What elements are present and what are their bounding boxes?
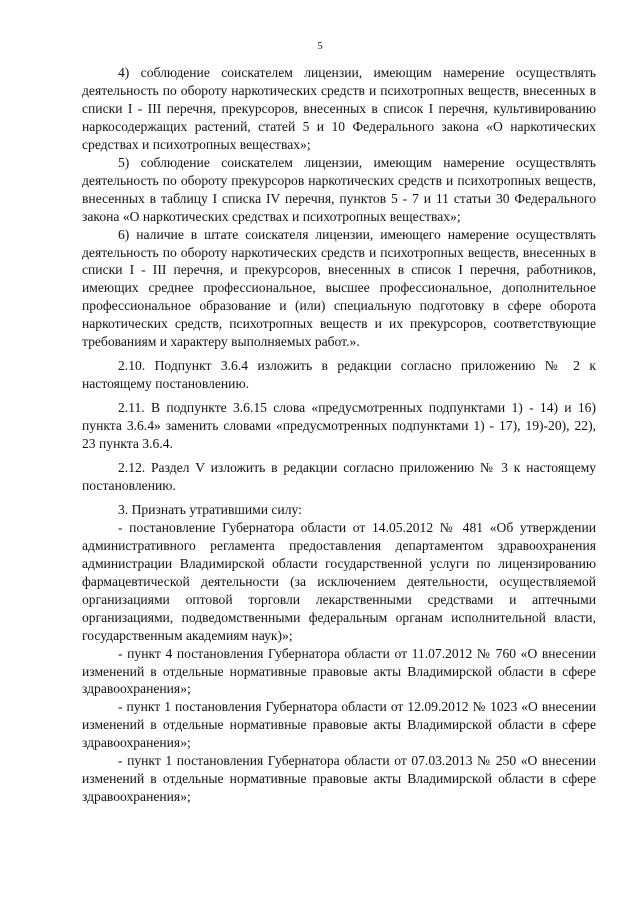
paragraph-2-11: 2.11. В подпункте 3.6.15 слова «предусмотренных подпунктами 1) - 14) и 16) пункта 3.6.4» заменить словами «предусмотренных подпунктами 1) - 17), 19)-20), 22), 23 пункта 3.6.4. [82,400,596,452]
revoked-item-760: - пункт 4 постановления Губернатора области от 11.07.2012 № 760 «О внесении изменений в отдельные нормативные правовые акты Владимирской области в сфере здравоохранения»; [82,645,596,697]
paragraph-item-5: 5) соблюдение соискателем лицензии, имеющим намерение осуществлять деятельность по обороту прекурсоров наркотических средств и психотропных веществ, внесенных в таблицу I списка IV перечня, пунктов 5 - 7 и 11 статьи 30 Федерального закона «О наркотических средствах и психотропных веществах»; [82,154,596,224]
paragraph-2-12: 2.12. Раздел V изложить в редакции согласно приложению № 3 к настоящему постановлению. [82,460,596,493]
paragraph-3-heading: 3. Признать утратившими силу: [118,501,302,517]
paragraph-item-4: 4) соблюдение соискателем лицензии, имеющим намерение осуществлять деятельность по обороту наркотических средств и психотропных веществ, внесенных в списки I - III перечня, прекурсоров, внесенных в список I перечня, культивированию наркосодержащих растений, статей 5 и 10 Федерального закона «О наркотических средствах и психотропных веществах»; [82,65,596,152]
revoked-item-1023: - пункт 1 постановления Губернатора области от 12.09.2012 № 1023 «О внесении изменений в отдельные нормативные правовые акты Владимирской области в сфере здравоохранения»; [82,699,596,751]
page-number: 5 [317,40,323,52]
revoked-item-250: - пункт 1 постановления Губернатора области от 07.03.2013 № 250 «О внесении изменений в отдельные нормативные правовые акты Владимирской области в сфере здравоохранения»; [82,753,596,805]
paragraph-2-10: 2.10. Подпункт 3.6.4 изложить в редакции согласно приложению № 2 к настоящему постановлению. [82,358,596,392]
document-body [82,64,596,806]
revoked-item-481: - постановление Губернатора области от 14.05.2012 № 481 «Об утверждении административного регламента предоставления департаментом здравоохранения администрации Владимирской области государственной услуги по лицензированию фармацевтической деятельности (за исключением деятельности, осуществляемой организациями оптовой торговли лекарственными средствами и аптечными организациями, подведомственными федеральным органам исполнительной власти, государственным академиям наук)»; [82,519,596,643]
paragraph-item-6: 6) наличие в штате соискателя лицензии, имеющего намерение осуществлять деятельность по обороту наркотических средств и психотропных веществ, внесенных в списки I - III перечня, и прекурсоров, внесенных в список I перечня, работников, имеющих среднее профессиональное, высшее профессиональное, дополнительное профессиональное образование и (или) специальную подготовку в сфере оборота наркотических средств, психотропных веществ и их прекурсоров, соответствующие требованиям и характеру выполняемых работ.». [82,226,596,350]
